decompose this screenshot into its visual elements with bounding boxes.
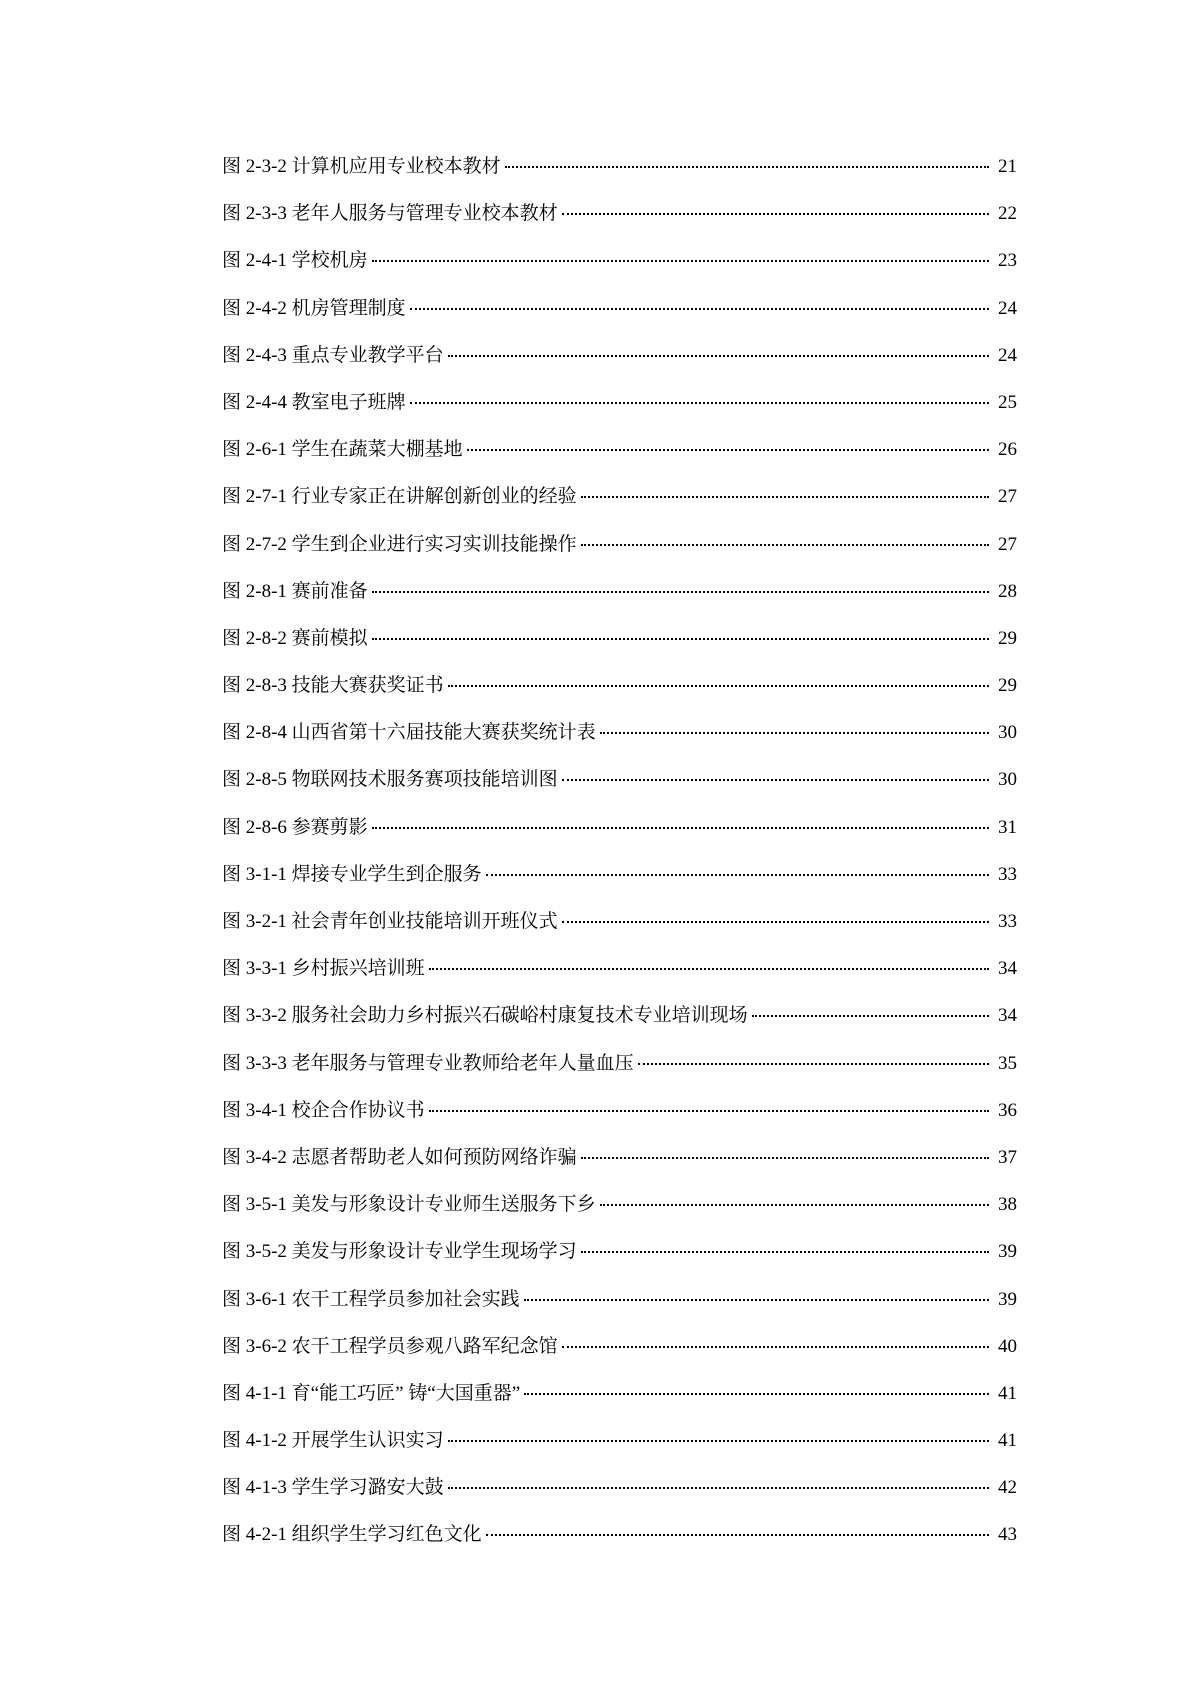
dot-leader [448, 1440, 989, 1442]
dot-leader [581, 496, 989, 498]
toc-page-number: 41 [998, 1430, 1017, 1452]
toc-page-number: 28 [998, 580, 1017, 602]
toc-entry-title: 图 4-1-2 开展学生认识实习 [222, 1430, 444, 1452]
dot-leader [429, 1110, 989, 1112]
toc-entry[interactable] [222, 1237, 1017, 1284]
toc-entry[interactable] [222, 530, 1017, 577]
toc-entry-title: 图 3-4-2 志愿者帮助老人如何预防网络诈骗 [222, 1146, 577, 1168]
dot-leader [505, 166, 989, 168]
toc-page-number: 29 [998, 627, 1017, 649]
toc-entry-title: 图 2-4-4 教室电子班牌 [222, 391, 406, 413]
toc-entry[interactable] [222, 907, 1017, 954]
toc-entry[interactable] [222, 671, 1017, 718]
toc-entry-title: 图 2-8-4 山西省第十六届技能大赛获奖统计表 [222, 722, 596, 744]
dot-leader [486, 1534, 989, 1536]
toc-page-number: 35 [998, 1052, 1017, 1074]
toc-entry[interactable] [222, 1285, 1017, 1332]
toc-page-number: 25 [998, 391, 1017, 413]
toc-entry-title: 图 2-4-3 重点专业教学平台 [222, 344, 444, 366]
toc-entry[interactable] [222, 246, 1017, 293]
toc-page-number: 41 [998, 1382, 1017, 1404]
dot-leader [372, 591, 989, 593]
toc-entry[interactable] [222, 482, 1017, 529]
toc-entry[interactable] [222, 765, 1017, 812]
toc-entry[interactable] [222, 294, 1017, 341]
dot-leader [562, 1346, 989, 1348]
toc-entry-title: 图 2-8-1 赛前准备 [222, 580, 368, 602]
toc-entry-title: 图 3-6-2 农干工程学员参观八路军纪念馆 [222, 1335, 558, 1357]
toc-entry[interactable] [222, 1520, 1017, 1567]
toc-entry[interactable] [222, 954, 1017, 1001]
toc-entry[interactable] [222, 1190, 1017, 1237]
toc-page-number: 39 [998, 1241, 1017, 1263]
toc-entry-title: 图 4-1-3 学生学习潞安大鼓 [222, 1477, 444, 1499]
toc-page-number: 40 [998, 1335, 1017, 1357]
toc-entry[interactable] [222, 1049, 1017, 1096]
toc-entry-title: 图 3-3-3 老年服务与管理专业教师给老年人量血压 [222, 1052, 634, 1074]
dot-leader [372, 260, 989, 262]
toc-page-number: 34 [998, 958, 1017, 980]
dot-leader [752, 1015, 989, 1017]
toc-entry-title: 图 3-3-1 乡村振兴培训班 [222, 958, 425, 980]
toc-entry[interactable] [222, 1379, 1017, 1426]
dot-leader [372, 638, 989, 640]
toc-entry[interactable] [222, 199, 1017, 246]
toc-entry-title: 图 2-7-1 行业专家正在讲解创新创业的经验 [222, 486, 577, 508]
toc-entry[interactable] [222, 1001, 1017, 1048]
dot-leader [581, 544, 989, 546]
toc-page-number: 33 [998, 863, 1017, 885]
toc-page-number: 43 [998, 1524, 1017, 1546]
toc-entry-title: 图 2-3-3 老年人服务与管理专业校本教材 [222, 203, 558, 225]
dot-leader [524, 1393, 989, 1395]
dot-leader [600, 732, 989, 734]
toc-entry-title: 图 3-4-1 校企合作协议书 [222, 1099, 425, 1121]
toc-page-number: 27 [998, 486, 1017, 508]
toc-page-number: 23 [998, 250, 1017, 272]
toc-page-number: 31 [998, 816, 1017, 838]
toc-entry[interactable] [222, 577, 1017, 624]
toc-entry[interactable] [222, 152, 1017, 199]
toc-entry-title: 图 4-2-1 组织学生学习红色文化 [222, 1524, 482, 1546]
toc-page-number: 21 [998, 156, 1017, 177]
dot-leader [372, 827, 989, 829]
toc-entry[interactable] [222, 1096, 1017, 1143]
toc-entry-title: 图 2-8-2 赛前模拟 [222, 627, 368, 649]
toc-entry-title: 图 3-5-2 美发与形象设计专业学生现场学习 [222, 1241, 577, 1263]
dot-leader [410, 402, 989, 404]
dot-leader [448, 1487, 989, 1489]
toc-page-number: 29 [998, 675, 1017, 697]
toc-entry-title: 图 2-4-2 机房管理制度 [222, 297, 406, 319]
toc-page-number: 39 [998, 1288, 1017, 1310]
figure-list-toc [222, 152, 1017, 1568]
dot-leader [581, 1157, 989, 1159]
dot-leader [448, 355, 989, 357]
dot-leader [410, 308, 989, 310]
toc-page-number: 30 [998, 769, 1017, 791]
toc-page-number: 34 [998, 1005, 1017, 1027]
toc-entry[interactable] [222, 1332, 1017, 1379]
toc-page-number: 27 [998, 533, 1017, 555]
toc-entry[interactable] [222, 388, 1017, 435]
dot-leader [562, 213, 989, 215]
toc-entry-title: 图 3-2-1 社会青年创业技能培训开班仪式 [222, 911, 558, 932]
toc-page-number: 42 [998, 1477, 1017, 1499]
toc-entry-title: 图 3-5-1 美发与形象设计专业师生送服务下乡 [222, 1194, 596, 1216]
dot-leader [638, 1063, 989, 1065]
toc-entry[interactable] [222, 624, 1017, 671]
toc-entry-title: 图 2-8-3 技能大赛获奖证书 [222, 675, 444, 697]
dot-leader [524, 1299, 989, 1301]
toc-entry[interactable] [222, 1426, 1017, 1473]
toc-entry-title: 图 3-6-1 农干工程学员参加社会实践 [222, 1288, 520, 1310]
dot-leader [562, 921, 989, 923]
dot-leader [448, 685, 989, 687]
toc-entry-title: 图 2-6-1 学生在蔬菜大棚基地 [222, 439, 463, 461]
toc-page-number: 33 [998, 911, 1017, 932]
toc-entry[interactable] [222, 813, 1017, 860]
toc-entry-title: 图 3-1-1 焊接专业学生到企服务 [222, 863, 482, 885]
dot-leader [562, 779, 989, 781]
toc-page-number: 24 [998, 344, 1017, 366]
toc-page-number: 22 [998, 203, 1017, 225]
toc-entry-title: 图 2-8-5 物联网技术服务赛项技能培训图 [222, 769, 558, 791]
toc-page-number: 30 [998, 722, 1017, 744]
toc-entry[interactable] [222, 435, 1017, 482]
toc-entry[interactable] [222, 1473, 1017, 1520]
toc-entry-title: 图 2-4-1 学校机房 [222, 250, 368, 272]
toc-entry[interactable] [222, 1143, 1017, 1190]
toc-entry[interactable] [222, 718, 1017, 765]
toc-page-number: 36 [998, 1099, 1017, 1121]
toc-entry[interactable] [222, 860, 1017, 907]
dot-leader [467, 449, 989, 451]
toc-page-number: 37 [998, 1146, 1017, 1168]
toc-entry-title: 图 3-3-2 服务社会助力乡村振兴石碳峪村康复技术专业培训现场 [222, 1005, 748, 1027]
toc-entry[interactable] [222, 341, 1017, 388]
toc-entry-title: 图 4-1-1 育“能工巧匠” 铸“大国重器” [222, 1382, 521, 1404]
toc-page-number: 24 [998, 297, 1017, 319]
toc-page-number: 38 [998, 1194, 1017, 1216]
dot-leader [581, 1251, 989, 1253]
toc-page-number: 26 [998, 439, 1017, 461]
dot-leader [429, 968, 989, 970]
toc-entry-title: 图 2-7-2 学生到企业进行实习实训技能操作 [222, 533, 577, 555]
dot-leader [600, 1204, 989, 1206]
dot-leader [486, 874, 989, 876]
toc-entry-title: 图 2-3-2 计算机应用专业校本教材 [222, 156, 501, 177]
toc-entry-title: 图 2-8-6 参赛剪影 [222, 816, 368, 838]
